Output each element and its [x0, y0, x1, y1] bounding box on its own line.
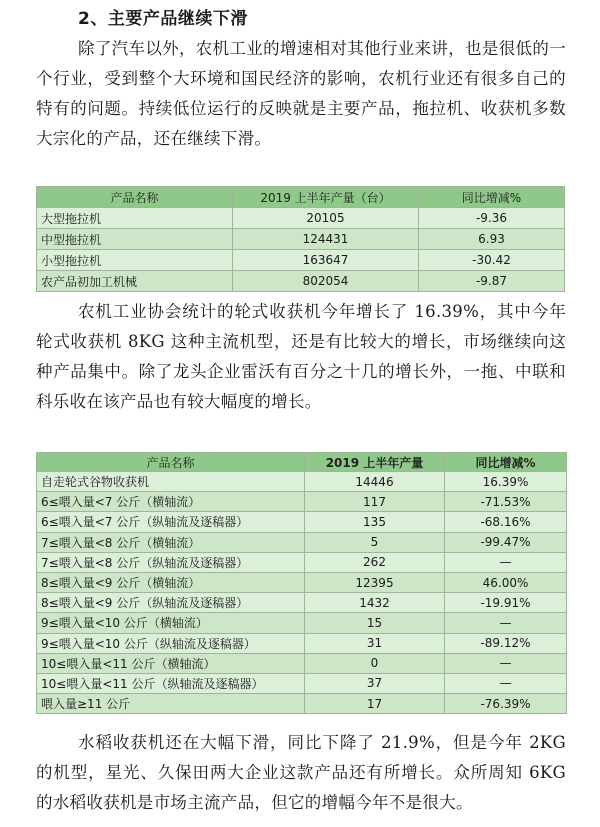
- table-row: [37, 472, 567, 492]
- production-cell: 14446: [305, 472, 445, 492]
- yoy-change-cell: -99.47%: [445, 532, 567, 552]
- yoy-change-cell: -71.53%: [445, 492, 567, 512]
- tractor-production-table: [36, 186, 565, 292]
- table-row: [37, 613, 567, 633]
- yoy-change-cell: -19.91%: [445, 593, 567, 613]
- yoy-change-cell: 16.39%: [445, 472, 567, 492]
- product-name-cell: 7≤喂入量<8 公斤（纵轴流及逐稿器）: [37, 552, 305, 572]
- product-name-cell: 小型拖拉机: [37, 250, 233, 271]
- table-row: [37, 512, 567, 532]
- production-cell: 12395: [305, 572, 445, 592]
- column-header: 产品名称: [37, 187, 233, 208]
- production-cell: 31: [305, 633, 445, 653]
- yoy-change-cell: —: [445, 653, 567, 673]
- production-cell: 124431: [233, 229, 419, 250]
- product-name-cell: 农产品初加工机械: [37, 271, 233, 292]
- product-name-cell: 大型拖拉机: [37, 208, 233, 229]
- yoy-change-cell: -89.12%: [445, 633, 567, 653]
- production-cell: 0: [305, 653, 445, 673]
- yoy-change-cell: -30.42: [419, 250, 565, 271]
- yoy-change-cell: —: [445, 552, 567, 572]
- yoy-change-cell: -76.39%: [445, 694, 567, 714]
- paragraph-3: 水稻收获机还在大幅下滑，同比下降了 21.9%，但是今年 2KG 的机型，星光、久保田两大企业这款产品还有所增长。众所周知 6KG 的水稻收获机是市场主流产品，但它的增幅今年不是很大。: [36, 733, 566, 812]
- product-name-cell: 中型拖拉机: [37, 229, 233, 250]
- product-name-cell: 6≤喂入量<7 公斤（纵轴流及逐稿器）: [37, 512, 305, 532]
- table-row: [37, 572, 567, 592]
- production-cell: 37: [305, 673, 445, 693]
- production-cell: 15: [305, 613, 445, 633]
- product-name-cell: 6≤喂入量<7 公斤（横轴流）: [37, 492, 305, 512]
- product-name-cell: 10≤喂入量<11 公斤（纵轴流及逐稿器）: [37, 673, 305, 693]
- table-row: [37, 673, 567, 693]
- table-row: [37, 633, 567, 653]
- product-name-cell: 8≤喂入量<9 公斤（纵轴流及逐稿器）: [37, 593, 305, 613]
- production-cell: 135: [305, 512, 445, 532]
- yoy-change-cell: -9.36: [419, 208, 565, 229]
- production-cell: 17: [305, 694, 445, 714]
- table-row: [37, 653, 567, 673]
- production-cell: 5: [305, 532, 445, 552]
- table-row: [37, 271, 565, 292]
- table-row: [37, 492, 567, 512]
- product-name-cell: 9≤喂入量<10 公斤（纵轴流及逐稿器）: [37, 633, 305, 653]
- product-name-cell: 自走轮式谷物收获机: [37, 472, 305, 492]
- harvester-production-table: [36, 452, 567, 714]
- table-row: [37, 250, 565, 271]
- product-name-cell: 喂入量≥11 公斤: [37, 694, 305, 714]
- column-header: 产品名称: [37, 453, 305, 472]
- production-cell: 117: [305, 492, 445, 512]
- table-row: [37, 593, 567, 613]
- section-heading: 2、主要产品继续下滑: [78, 9, 248, 29]
- yoy-change-cell: 46.00%: [445, 572, 567, 592]
- product-name-cell: 7≤喂入量<8 公斤（横轴流）: [37, 532, 305, 552]
- production-cell: 1432: [305, 593, 445, 613]
- table-header-row: [37, 187, 565, 208]
- product-name-cell: 10≤喂入量<11 公斤（横轴流）: [37, 653, 305, 673]
- table-row: [37, 532, 567, 552]
- production-cell: 163647: [233, 250, 419, 271]
- yoy-change-cell: -9.87: [419, 271, 565, 292]
- yoy-change-cell: —: [445, 613, 567, 633]
- product-name-cell: 8≤喂入量<9 公斤（横轴流）: [37, 572, 305, 592]
- table-header-row: [37, 453, 567, 472]
- column-header: 同比增减%: [419, 187, 565, 208]
- column-header: 2019 上半年产量: [305, 453, 445, 472]
- table-row: [37, 552, 567, 572]
- yoy-change-cell: 6.93: [419, 229, 565, 250]
- column-header: 同比增减%: [445, 453, 567, 472]
- production-cell: 802054: [233, 271, 419, 292]
- column-header: 2019 上半年产量（台）: [233, 187, 419, 208]
- paragraph-2: 农机工业协会统计的轮式收获机今年增长了 16.39%，其中今年轮式收获机 8KG 这种主流机型，还是有比较大的增长，市场继续向这种产品集中。除了龙头企业雷沃有百分之十几的增长外，一拖、中联和科乐收在该产品也有较大幅度的增长。: [36, 302, 566, 411]
- yoy-change-cell: -68.16%: [445, 512, 567, 532]
- product-name-cell: 9≤喂入量<10 公斤（横轴流）: [37, 613, 305, 633]
- table-row: [37, 694, 567, 714]
- table-row: [37, 229, 565, 250]
- production-cell: 20105: [233, 208, 419, 229]
- production-cell: 262: [305, 552, 445, 572]
- table-row: [37, 208, 565, 229]
- paragraph-1: 除了汽车以外，农机工业的增速相对其他行业来讲，也是很低的一个行业，受到整个大环境和国民经济的影响，农机行业还有很多自己的特有的问题。持续低位运行的反映就是主要产品，拖拉机、收获机多数大宗化的产品，还在继续下滑。: [36, 39, 566, 148]
- yoy-change-cell: —: [445, 673, 567, 693]
